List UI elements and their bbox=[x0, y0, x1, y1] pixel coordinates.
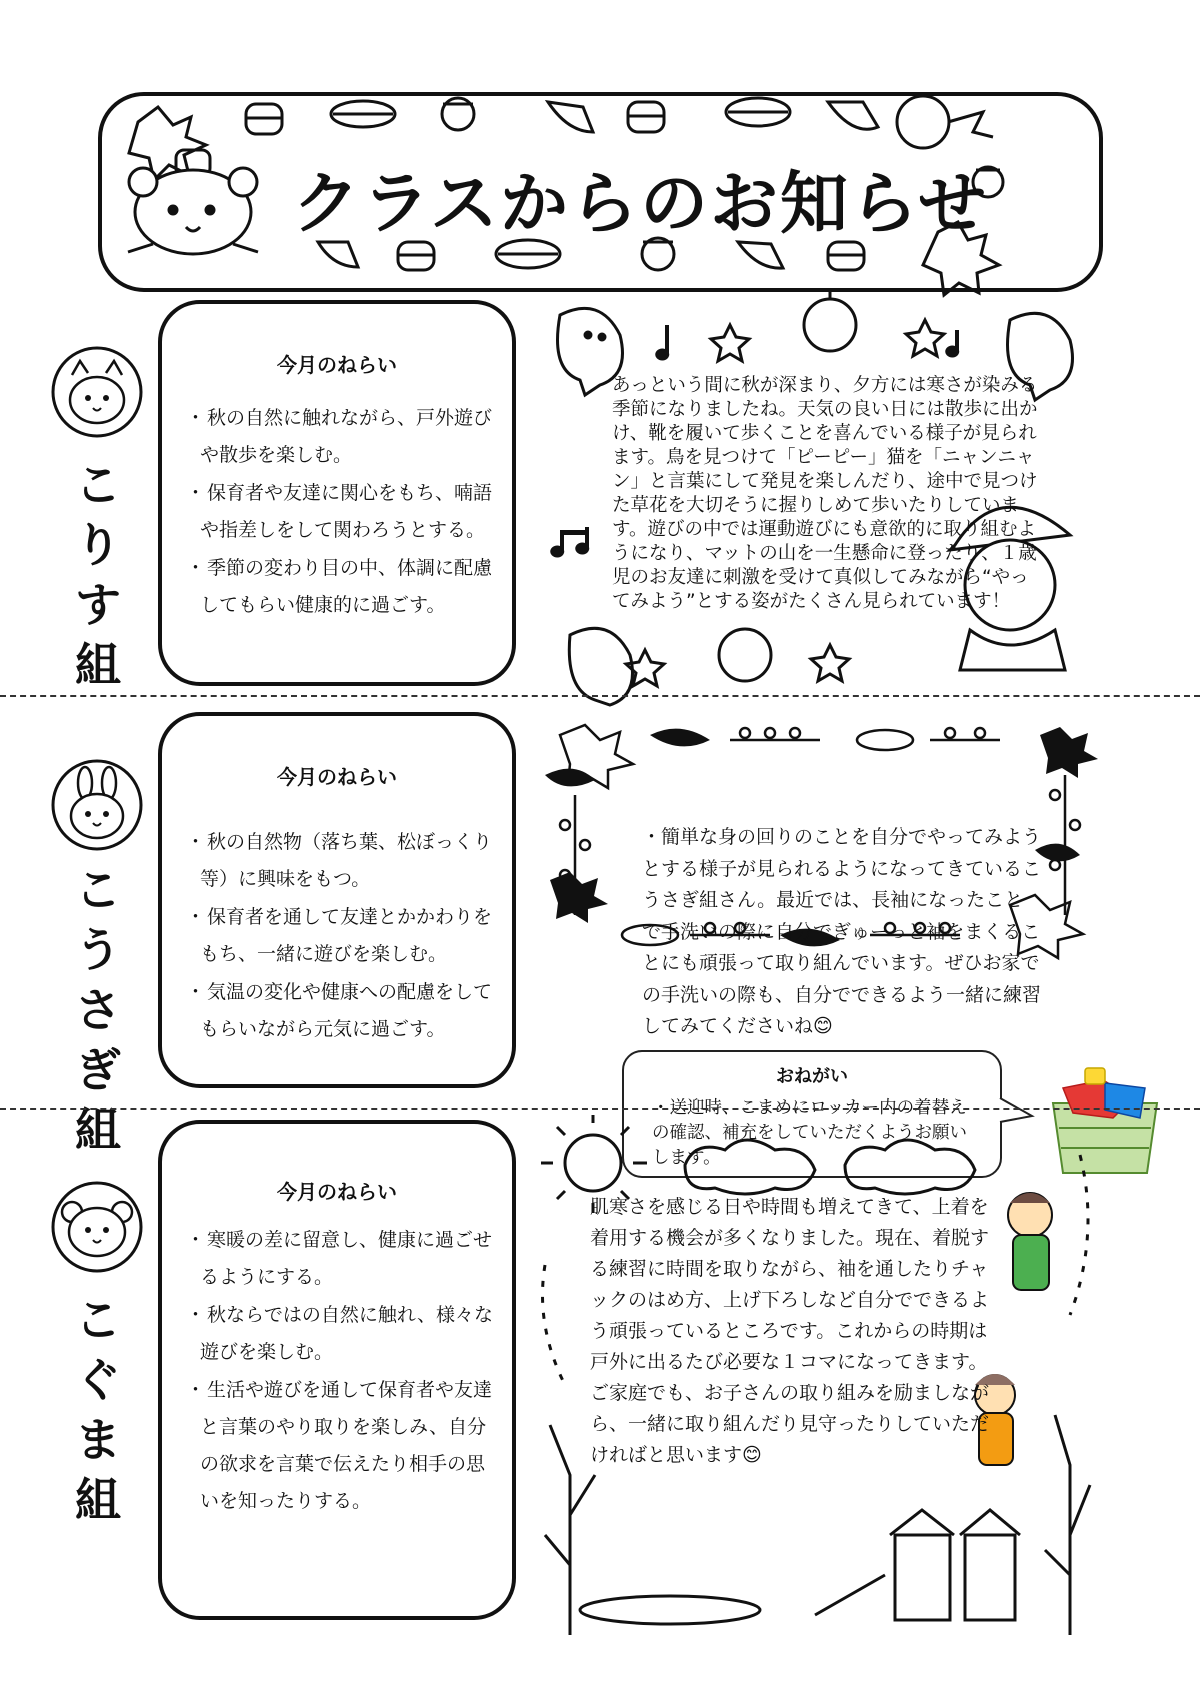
notice-koguma: 肌寒さを感じる日や時間も増えてきて、上着を着用する機会が多くなりました。現在、着脱する練習に時間を取りながら、袖を通したりチャックのはめ方、上げ下ろしなど自分でできるよう頑張っているところです。これからの時期は戸外に出るたび必要な１コマになってきます。ご家庭でも、お子さんの取り組みを励ましながら、一緒に取り組んだり見守ったりしていただければと思います😊 bbox=[590, 1196, 990, 1466]
goal-item: ・ 季節の変わり目の中、体調に配慮してもらい健康的に過ごす。 bbox=[180, 550, 496, 624]
goal-item: ・ 秋の自然物（落ち葉、松ぼっくり等）に興味をもつ。 bbox=[180, 824, 496, 898]
goal-list bbox=[180, 824, 496, 1049]
goal-item: ・ 寒暖の差に留意し、健康に過ごせるようにする。 bbox=[180, 1222, 496, 1296]
section-divider bbox=[0, 695, 1200, 697]
request-title: おねがい bbox=[776, 1066, 848, 1087]
goal-box-kousagi bbox=[158, 712, 516, 1088]
goal-item: ・ 保育者を通して友達とかかわりをもち、一緒に遊びを楽しむ。 bbox=[180, 899, 496, 973]
rabbit-icon bbox=[50, 758, 144, 852]
squirrel-icon bbox=[50, 345, 144, 439]
bear-icon bbox=[50, 1180, 144, 1274]
goal-item: ・ 秋ならではの自然に触れ、様々な遊びを楽しむ。 bbox=[180, 1297, 496, 1371]
goal-item: ・ 保育者や友達に関心をもち、喃語や指差しをして関わろうとする。 bbox=[180, 475, 496, 549]
goal-list bbox=[180, 400, 496, 625]
notice-kousagi: ・簡単な身の回りのことを自分でやってみようとする様子が見られるようになってきているこうさぎ組さん。最近では、長袖になったことで手洗いの際に自分でぎゅーっと袖をまくることにも頑張って取り組んでいます。ぜひお家での手洗いの際も、自分でできるよう一緒に練習してみてくださいね😊 bbox=[642, 826, 1042, 1037]
goal-title: 今月のねらい bbox=[277, 353, 397, 377]
goal-title: 今月のねらい bbox=[277, 765, 397, 789]
notice-korisu: あっという間に秋が深まり、夕方には寒さが染みる季節になりましたね。天気の良い日には散歩に出かけ、靴を履いて歩くことを喜んでいる様子が見られます。鳥を見つけて「ピーピー」猫を「ニャンニャン」と言葉にして発見を楽しんだり、途中で見つけた草花を大切そうに握りしめて歩いたりしています。遊びの中では運動遊びにも意欲的に取り組むようになり、マットの山を一生懸命に登ったり、１歳児のお友達に刺激を受けて真似してみながら“やってみよう”とする姿がたくさん見られています！ bbox=[612, 375, 1038, 612]
goal-list bbox=[180, 1222, 496, 1521]
goal-box-korisu bbox=[158, 300, 516, 686]
class-name-kousagi: こうさぎ組 bbox=[75, 863, 121, 1157]
goal-item: ・ 気温の変化や健康への配慮をしてもらいながら元気に過ごす。 bbox=[180, 974, 496, 1048]
goal-item: ・ 秋の自然に触れながら、戸外遊びや散歩を楽しむ。 bbox=[180, 400, 496, 474]
goal-item: ・ 生活や遊びを通して保育者や友達と言葉のやり取りを楽しみ、自分の欲求を言葉で伝えたり相手の思いを知ったりする。 bbox=[180, 1372, 496, 1520]
class-name-korisu: こりす組 bbox=[75, 458, 121, 692]
goal-box-koguma bbox=[158, 1120, 516, 1620]
class-name-koguma: こぐま組 bbox=[75, 1293, 121, 1527]
goal-title: 今月のねらい bbox=[277, 1180, 397, 1204]
section-divider bbox=[0, 1108, 1200, 1110]
page-title: クラスからのお知らせ bbox=[292, 165, 988, 244]
request-text: ・送迎時、こまめにロッカー内の着替えの確認、補充をしていただくようお願いします。 bbox=[652, 1098, 967, 1168]
